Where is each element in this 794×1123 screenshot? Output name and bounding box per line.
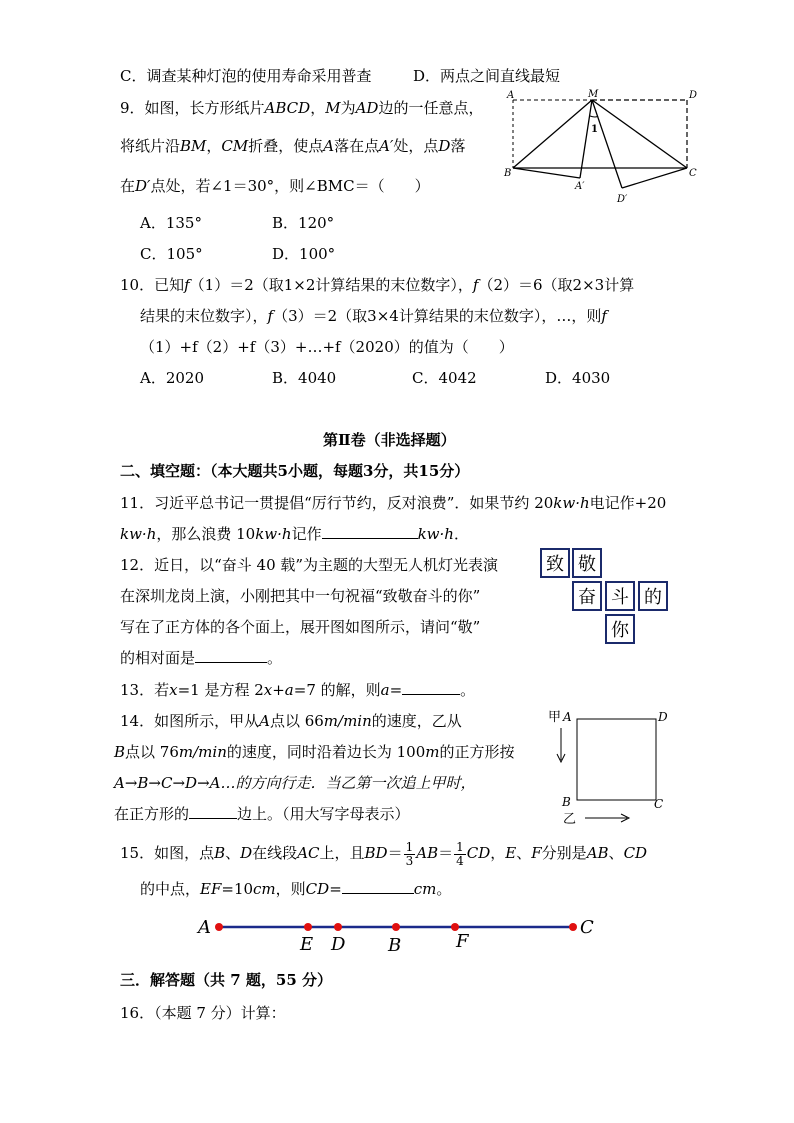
q15-segment-figure [190,912,610,956]
cube-face-fen: 奋 [572,581,602,611]
cube-face-zhi: 致 [540,548,570,578]
label-c: C [654,797,664,811]
q10-option-b: B．4040 [272,369,337,387]
segment-ma2 [580,100,592,178]
segment-ba2 [513,168,580,178]
q11-line-1: 11．习近平总书记一贯提倡“厉行节约，反对浪费”．如果节约 20kw·h电记作+20 [120,494,667,512]
q9-option-a: A．135° [140,214,202,232]
q12-line-4: 的相对面是 。 [120,649,283,667]
section-3-heading: 三．解答题（共 7 题，55 分） [120,971,332,989]
label-e: E [300,934,314,955]
point-e [304,923,312,931]
q12-answer-blank[interactable] [195,648,267,663]
q10-option-d: D．4030 [545,369,611,387]
q9-line-2: 将纸片沿BM，CM折叠，使点A落在点A′处，点D落 [120,137,466,155]
q10-line-3: （1）+f（2）+f（3）+…+f（2020）的值为（ ） [140,338,514,356]
q10-option-a: A．2020 [140,369,205,387]
label-c: C [689,168,697,179]
q13-line: 13．若x=1 是方程 2x+a=7 的解，则a= 。 [120,681,476,699]
q12-line-2: 在深圳龙岗上演，小刚把其中一句祝福“致敬奋斗的你” [120,587,481,605]
cube-face-dou: 斗 [605,581,635,611]
label-b: B [504,168,512,179]
point-a [215,923,223,931]
section-2-title: 第Ⅱ卷（非选择题） [323,431,456,449]
fraction-one-third: $\frac{1}{3}$ [405,839,414,868]
q9-line-3: 在D′点处，若∠1＝30°，则∠BMC＝（ ） [120,177,430,195]
q9-rectangle-fold-figure [500,86,710,212]
q13-answer-blank[interactable] [402,680,460,695]
q9-option-b: B．120° [272,214,335,232]
cube-net-figure [540,548,672,648]
label-d: D [658,710,668,724]
point-b [392,923,400,931]
label-f: F [456,931,469,952]
section-2-heading: 二、填空题：（本大题共5小题，每题3分，共15分） [120,462,470,480]
point-f [451,923,459,931]
label-a-prime: A′ [575,181,585,192]
q15-line-2: 的中点，EF=10cm，则CD= cm。 [140,880,452,898]
label-a: A [198,917,211,938]
q10-option-c: C．4042 [412,369,477,387]
label-d: D [331,934,346,955]
label-a: A [507,90,515,101]
q9-line-1: 9．如图，长方形纸片ABCD，M为AD边的一任意点， [120,99,484,117]
cube-face-ni: 你 [605,614,635,644]
label-yi: 乙 [563,812,577,827]
q8-option-c: C．调查某种灯泡的使用寿命采用普查 [120,67,372,85]
q8-option-d: D．两点之间直线最短 [413,67,561,85]
cube-face-de: 的 [638,581,668,611]
q11-answer-blank[interactable] [322,524,418,539]
q9-option-c: C．105° [140,245,203,263]
crease-mb [513,100,592,168]
q14-answer-blank[interactable] [189,804,237,819]
crease-mc [592,100,687,168]
q14-line-2: B点以 76m/min的速度，同时沿着边长为 100m的正方形按 [114,743,515,761]
q12-line-1: 12．近日，以“奋斗 40 载”为主题的大型无人机灯光表演 [120,556,499,574]
label-b: B [388,935,402,956]
point-c [569,923,577,931]
q16-line: 16．（本题 7 分）计算： [120,1004,286,1022]
q10-line-1: 10．已知f（1）＝2（取1×2计算结果的末位数字），f（2）＝6（取2×3计算 [120,276,635,294]
q11-line-2: kw·h，那么浪费 10kw·h记作 kw·h． [120,525,469,543]
q15-line-1: 15．如图，点B、D在线段AC上，且BD＝ $\frac{1}{3}$ AB＝ $\frac{1}{4}$ CD，E、F分别是AB、CD [120,839,648,868]
q14-line-3: A→B→C→D→A…的方向行走．当乙第一次追上甲时， [114,774,476,792]
q10-line-2: 结果的末位数字），f（3）＝2（取3×4计算结果的末位数字），…，则f [140,307,607,325]
point-d [334,923,342,931]
segment-md2 [592,100,622,188]
label-d-prime: D′ [617,194,628,205]
cube-face-jing: 敬 [572,548,602,578]
label-a: A [563,710,572,724]
label-b: B [562,795,571,809]
square-abcd [577,719,656,800]
label-m: M [588,89,599,100]
q14-square-figure [545,704,685,828]
q9-option-d: D．100° [272,245,336,263]
q12-line-3: 写在了正方体的各个面上，展开图如图所示，请问“敬” [120,618,481,636]
q14-line-1: 14．如图所示，甲从A点以 66m/min的速度，乙从 [120,712,462,730]
q14-line-4: 在正方形的 边上。（用大写字母表示） [114,805,410,823]
label-d: D [689,90,698,101]
label-jia: 甲 [548,710,562,725]
label-angle-1: 1 [591,124,598,135]
q15-answer-blank[interactable] [342,879,414,894]
fraction-one-quarter: $\frac{1}{4}$ [456,839,464,868]
angle-1-arc [590,116,598,117]
label-c: C [580,917,594,938]
segment-d2c [622,168,687,188]
